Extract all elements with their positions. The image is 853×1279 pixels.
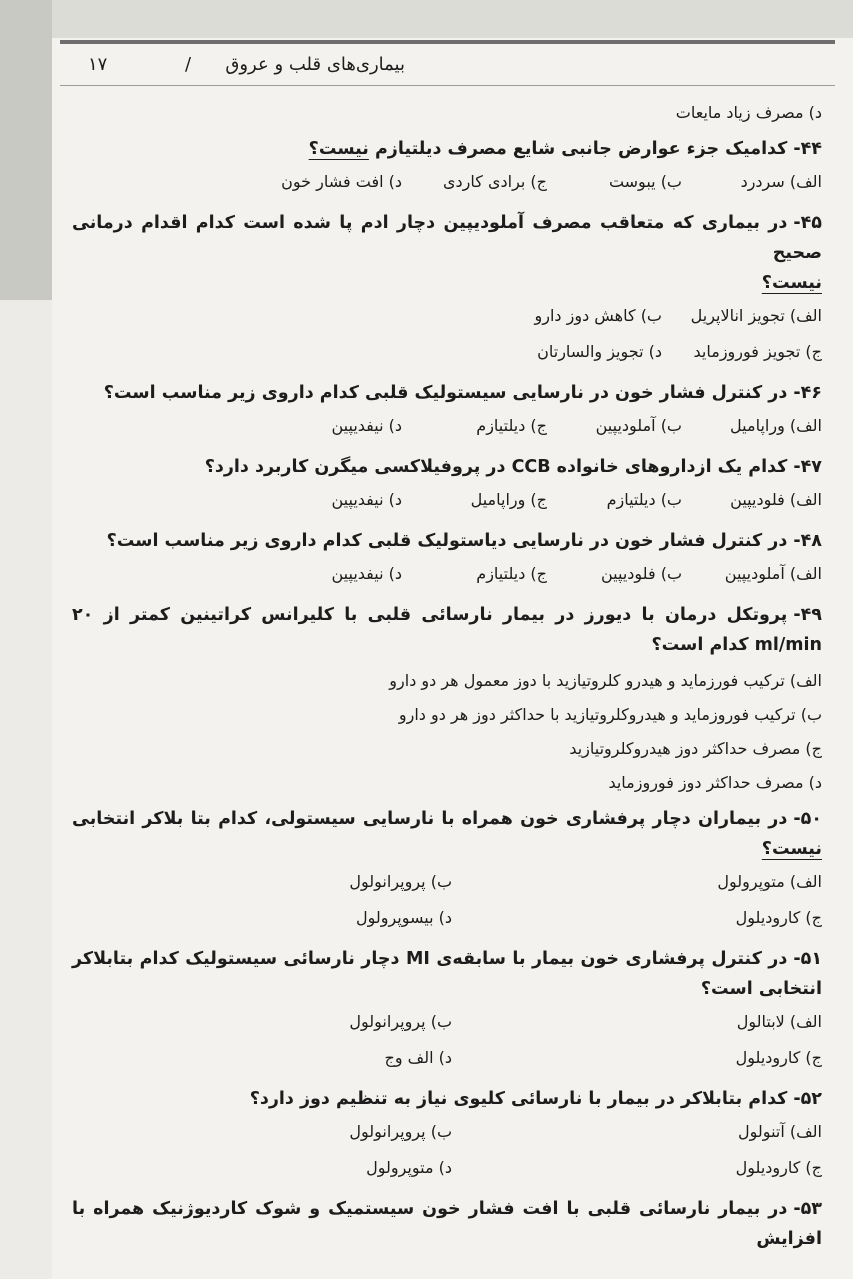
option-c: ج) کارودیلول (735, 908, 822, 927)
option-c: ج) وراپامیل (470, 490, 547, 509)
option-c: ج) دیلتیازم (476, 564, 547, 583)
option-d: د) نیفدیپین (331, 490, 402, 509)
question-emphasis: نیست؟ (308, 139, 369, 159)
option-c: ج) کارودیلول (735, 1048, 822, 1067)
question-number: ۵۲- (793, 1089, 822, 1109)
option-b: ب) پروپرانولول (349, 1012, 452, 1031)
option-d: د) نیفدیپین (331, 564, 402, 583)
option-c: ج) دیلتیازم (476, 416, 547, 435)
question-text: پروتکل درمان با دیورز در بیمار نارسائی قلبی با کلیرانس کراتینین کمتر از ۲۰ ml/min کدام است؟ (72, 605, 822, 655)
options-51-row2 (72, 1048, 822, 1076)
option-a: الف) متوپرولول (717, 872, 822, 891)
chapter-title: بیماری‌های قلب و عروق (225, 54, 405, 75)
question-51 (72, 944, 822, 1004)
option-a: الف) وراپامیل (730, 416, 822, 435)
question-text: کدام یک ازداروهای خانواده CCB در پروفیلاکسی میگرن کاربرد دارد؟ (204, 457, 788, 477)
question-text: کدامیک جزء عوارض جانبی شایع مصرف دیلتیازم (374, 139, 788, 159)
question-emphasis: نیست؟ (761, 839, 822, 859)
options-44 (72, 172, 822, 200)
question-text: در کنترل فشار خون در نارسایی سیستولیک قلبی کدام داروی زیر مناسب است؟ (103, 383, 788, 403)
previous-option-d: د) مصرف زیاد مایعات (675, 103, 822, 122)
question-text: در بیمار نارسائی قلبی با افت فشار خون سیستمیک و شوک کاردیوژنیک همراه با افزایش (72, 1199, 822, 1249)
question-52 (72, 1084, 822, 1114)
question-text: کدام بتابلاکر در بیمار با نارسائی کلیوی نیاز به تنظیم دوز دارد؟ (249, 1089, 788, 1109)
options-46 (72, 416, 822, 444)
options-52-row2 (72, 1158, 822, 1186)
question-47 (72, 452, 822, 482)
question-number: ۵۳- (793, 1199, 822, 1219)
question-49 (72, 600, 822, 660)
options-45-row1 (72, 306, 822, 334)
question-48 (72, 526, 822, 556)
option-d: د) الف وج (384, 1048, 452, 1067)
question-number: ۴۸- (793, 531, 822, 551)
question-53 (72, 1194, 822, 1254)
option-b: ب) کاهش دوز دارو (534, 306, 662, 325)
question-number: ۵۱- (793, 949, 823, 969)
question-number: ۴۹- (793, 605, 822, 625)
option-d: د) افت فشار خون (281, 172, 402, 191)
options-48 (72, 564, 822, 592)
question-number: ۴۵- (793, 213, 822, 233)
question-text: در کنترل فشار خون در نارسایی دیاستولیک قلبی کدام داروی زیر مناسب است؟ (106, 531, 788, 551)
option-b: ب) آملودیپین (595, 416, 682, 435)
option-b: ب) دیلتیازم (606, 490, 682, 509)
option-b: ب) پروپرانولول (349, 872, 452, 891)
question-46 (72, 378, 822, 408)
option-a: الف) تجویز انالاپریل (690, 306, 822, 325)
options-47 (72, 490, 822, 518)
option-d: د) نیفدیپین (331, 416, 402, 435)
question-number: ۴۶- (793, 383, 822, 403)
question-text: در بیماران دچار پرفشاری خون همراه با نارسایی سیستولی، کدام بتا بلاکر انتخابی (72, 809, 788, 829)
question-number: ۴۴- (793, 139, 822, 159)
header-rule (60, 40, 835, 44)
option-a: الف) آملودیپین (724, 564, 822, 583)
option-a: الف) لابتالول (736, 1012, 822, 1031)
option-a: الف) آتنولول (738, 1122, 822, 1141)
top-margin (0, 0, 853, 38)
options-45-row2 (72, 342, 822, 370)
option-a: الف) ترکیب فورزماید و هیدرو کلروتیازید با دوز معمول هر دو دارو (389, 671, 822, 690)
question-text: در بیماری که متعاقب مصرف آملودیپین دچار ادم پا شده است کدام اقدام درمانی صحیح (72, 213, 822, 263)
page-edge-tab (0, 0, 52, 300)
question-emphasis: نیست؟ (761, 273, 822, 293)
page-number: ۱۷ (88, 54, 108, 75)
option-c: ج) مصرف حداکثر دوز هیدروکلروتیازید (569, 739, 822, 758)
option-b: ب) ترکیب فوروزماید و هیدروکلروتیازید با حداکثر دوز هر دو دارو (398, 705, 822, 724)
header-separator: / (185, 54, 192, 75)
options-50-row1 (72, 872, 822, 900)
options-51-row1 (72, 1012, 822, 1040)
question-text: در کنترل پرفشاری خون بیمار با سابقه‌ی MI دچار نارسائی سیستولیک کدام بتابلاکر انتخابی است؟ (72, 949, 822, 999)
option-c: ج) کارودیلول (735, 1158, 822, 1177)
option-d: د) تجویز والسارتان (537, 342, 662, 361)
option-b: ب) یبوست (608, 172, 682, 191)
question-number: ۵۰- (793, 809, 822, 829)
question-44 (72, 134, 822, 164)
option-a: الف) فلودیپین (730, 490, 822, 509)
option-d: د) متوپرولول (366, 1158, 452, 1177)
running-header (60, 40, 835, 86)
question-list (72, 100, 822, 1262)
options-50-row2 (72, 908, 822, 936)
option-b: ب) پروپرانولول (349, 1122, 452, 1141)
question-number: ۴۷- (793, 457, 822, 477)
header-underline (60, 85, 835, 86)
option-b: ب) فلودیپین (600, 564, 682, 583)
options-52-row1 (72, 1122, 822, 1150)
question-45 (72, 208, 822, 298)
option-c: ج) تجویز فوروزماید (693, 342, 822, 361)
option-d: د) بیسوپرولول (355, 908, 452, 927)
option-a: الف) سردرد (740, 172, 822, 191)
option-c: ج) برادی کاردی (443, 172, 547, 191)
option-d: د) مصرف حداکثر دوز فوروزماید (608, 773, 822, 792)
question-50 (72, 804, 822, 864)
